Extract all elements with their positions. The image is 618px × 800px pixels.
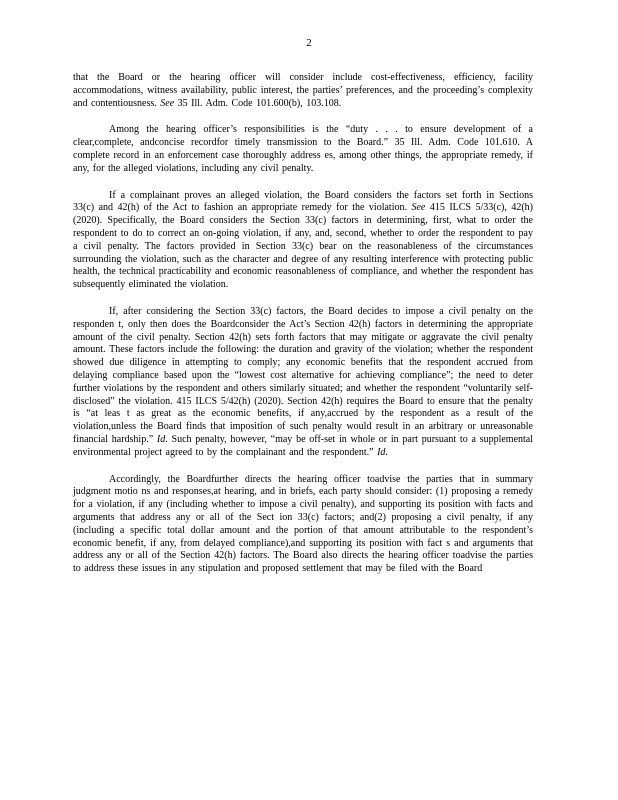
paragraph-p3: [73, 190, 533, 292]
paragraph-p5: [73, 474, 533, 576]
paragraph-p4: [73, 306, 533, 460]
paragraph-text: If, after considering the Section 33(c) factors, the Board decides to impose a civil penalty on the responden t, only then does the Boardconsider the Act’s Section 42(h) factors in determining the appropriate amount of the civil penalty. Section 42(h) sets forth factors that may mitigate or aggravate the civil penalty amount. These factors include the following: the duration and gravity of the violation; whether the respondent showed due diligence in attempting to comply; any economic benefits that the respondent accrued from delaying compliance based upon the “lowest cost alternative for achieving compliance”; the need to deter further violations by the respondent and others similarly situated; and whether the respondent “voluntarily self-disclosed” the violation. 415 ILCS 5/42(h) (2020). Section 42(h) requires the Board to ensure that the penalty is “at leas t as great as the economic benefits, if any,accrued by the respondent as a result of the violation,unless the Board finds that imposition of such penalty would result in an arbitrary or unreasonable financial hardship.”: [73, 305, 533, 445]
citation-signal: Id: [156, 433, 166, 445]
paragraph-text: 35 Ill. Adm. Code 101.600(b), 103.108.: [174, 97, 342, 109]
paragraph-text: Among the hearing officer’s responsibilities is the “duty . . . to ensure development of a clear,complete, andconcise recordfor timely transmission to the Board.” 35 Ill. Adm. Code 101.610. A complete record in an enforcement case thoroughly address es, among other things, the appropriate remedy, if any, for the alleged violations, including any civil penalty.: [73, 124, 533, 174]
paragraph-text: Accordingly, the Boardfurther directs the hearing officer toadvise the parties that in summary judgment motio ns and responses,at hearing, and in briefs, each party should consider: (1) proposing a remedy for a violation, if any (including whether to impose a civil penalty), and supporting its position with facts and arguments that address any or all of the Sect ion 33(c) factors; and(2) proposing a civil penalty, if any (including a specific total dollar amount and the portion of that amount attributable to the respondent’s economic benefit, if any, from delayed compliance),and supporting its position with fact s and arguments that address any or all of the Section 42(h) factors. The Board also directs the hearing officer toadvise the parties to address these issues in any stipulation and proposed settlement that may be filed with the Board: [73, 473, 533, 575]
document-body: [73, 72, 533, 576]
paragraph-p2: [73, 124, 533, 175]
page-number: 2: [306, 37, 312, 49]
paragraph-p1: [73, 72, 533, 110]
paragraph-text: .: [385, 446, 388, 458]
citation-signal: Id: [377, 446, 386, 458]
citation-signal: See: [160, 97, 175, 109]
paragraph-text: that the Board or the hearing officer will consider include cost-effectiveness, efficiency, facility accommodations, witness availability, public interest, the parties’ preferences, and the proceeding’s complexity and contentiousness.: [73, 72, 533, 109]
paragraph-text: If a complainant proves an alleged violation, the Board considers the factors set forth in Sections 33(c) and 42(h) of the Act to fashion an appropriate remedy for the violation.: [73, 189, 533, 214]
citation-signal: See: [411, 202, 426, 214]
paragraph-text: . Such penalty, however, “may be off-set in whole or in part pursuant to a supplemental environmental project agreed to by the complainant and the respondent.”: [73, 433, 534, 458]
paragraph-text: 415 ILCS 5/33(c), 42(h) (2020). Specifically, the Board considers the Section 33(c) factors in determining, first, what to order the respondent to do to correct an on-going violation, if any, and, second, whether to order the respondent to pay a civil penalty. The factors provided in Section 33(c) bear on the reasonableness of the circumstances surrounding the violation, such as the character and degree of any resulting interference with protecting public health, the technical practicability and economic reasonableness of compliance, and whether the respondent has subsequently eliminated the violation.: [73, 202, 533, 291]
